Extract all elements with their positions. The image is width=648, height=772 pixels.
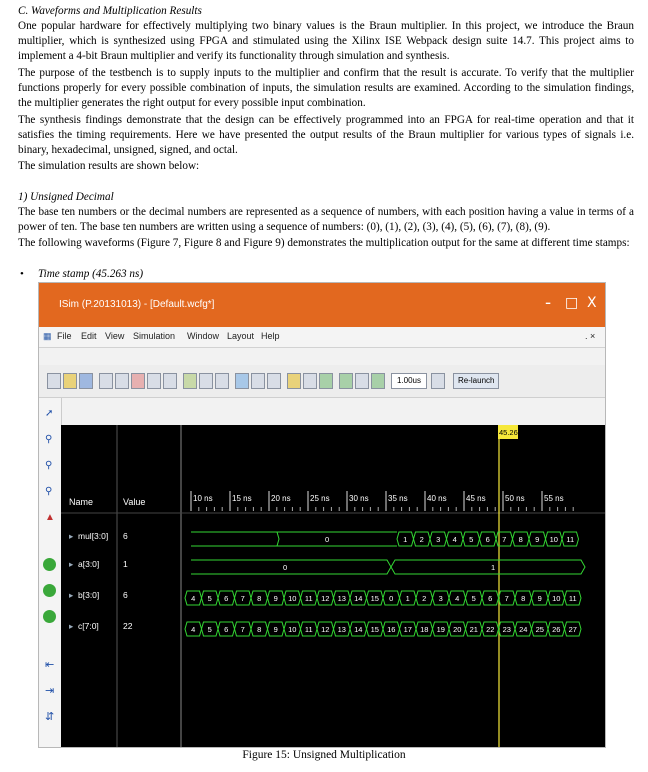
section-paragraph-2: The purpose of the testbench is to supply inputs to the multiplier and confirm that the result is accurate. To verify that the multiplier functions properly for every possible combination of inputs, the simulation results are examined. According to the simulation findings, the multiplier generates the right output for every possible input combination. [18, 67, 634, 110]
bullet-text: Time stamp (45.263 ns) [38, 268, 144, 280]
zoom-out-icon[interactable] [215, 373, 229, 389]
subsection-heading: 1) Unsigned Decimal [18, 191, 114, 203]
name-column-header: Name [69, 497, 94, 507]
undo-icon[interactable] [99, 373, 113, 389]
signal-value: 6 [123, 531, 128, 541]
b-value: 11 [304, 594, 313, 603]
expand-arrow-icon[interactable]: ▸ [69, 621, 74, 631]
b-value: 3 [438, 594, 443, 603]
toolbar [39, 365, 605, 398]
c-value: 13 [337, 625, 346, 634]
mul-value: 11 [566, 535, 575, 544]
b-value: 10 [288, 594, 297, 603]
time-tick-label: 55 ns [544, 494, 564, 503]
mul-value: 6 [485, 535, 490, 544]
signal-name: a[3:0] [78, 559, 100, 569]
b-value: 6 [488, 594, 493, 603]
b-value: 15 [370, 594, 379, 603]
c-value: 25 [535, 625, 544, 634]
a-segment [391, 560, 585, 574]
mul-value: 10 [549, 535, 558, 544]
signal-name: c[7:0] [78, 621, 99, 631]
menu-window-controls[interactable]: . × [585, 331, 596, 341]
time-tick-label: 50 ns [505, 494, 525, 503]
c-value: 18 [420, 625, 429, 634]
menu-edit[interactable]: Edit [81, 331, 97, 341]
save-icon[interactable] [79, 373, 93, 389]
b-value: 7 [240, 594, 245, 603]
b-value: 9 [273, 594, 278, 603]
section-heading: C. Waveforms and Multiplication Results [18, 5, 202, 17]
b-value: 7 [504, 594, 509, 603]
mul-value: 8 [518, 535, 523, 544]
maximize-button[interactable]: □ [565, 295, 579, 311]
mul-value: 3 [436, 535, 441, 544]
fit-icon[interactable]: ⚲ [45, 486, 53, 497]
mul-initial-value: 0 [325, 535, 330, 544]
zoom-fit-icon[interactable] [235, 373, 249, 389]
expand-arrow-icon[interactable]: ▸ [69, 531, 74, 541]
a-value: 0 [283, 563, 288, 572]
b-value: 14 [354, 594, 363, 603]
marker-red-icon[interactable]: ▲ [45, 512, 55, 523]
waveform-canvas [61, 425, 605, 747]
c-value: 22 [486, 625, 495, 634]
c-value: 16 [387, 625, 396, 634]
redo-icon[interactable] [115, 373, 129, 389]
expand-icon[interactable]: ⇵ [45, 711, 55, 723]
go-to-end-icon[interactable]: ⇥ [45, 685, 55, 697]
mul-transition [191, 532, 281, 539]
simulator-window [38, 282, 606, 748]
time-tick-label: 40 ns [427, 494, 447, 503]
b-value: 8 [521, 594, 526, 603]
expand-arrow-icon[interactable]: ▸ [69, 559, 74, 569]
copy-icon[interactable] [147, 373, 161, 389]
add-group-icon[interactable] [43, 584, 56, 597]
paste-icon[interactable] [163, 373, 177, 389]
time-tick-label: 20 ns [271, 494, 291, 503]
find-icon[interactable] [183, 373, 197, 389]
c-value: 27 [568, 625, 577, 634]
run-for-icon[interactable] [371, 373, 385, 389]
cursor-next-icon[interactable] [267, 373, 281, 389]
mul-value: 9 [535, 535, 540, 544]
section-paragraph-1: One popular hardware for effectively multiplying two binary values is the Braun multiplier. In this project, we introduce the Braun multiplier, which is synthesized using FPGA and stimulated using the Xilinx ISE Webpack design suite 14.7. This project aims to implement a 4-bit Braun multiplier and verify its functionality through simulation and synthesis. [18, 20, 634, 63]
title-bar [39, 283, 605, 327]
c-value: 15 [370, 625, 379, 634]
c-value: 9 [273, 625, 278, 634]
subsection-paragraph-2: The following waveforms (Figure 7, Figure 8 and Figure 9) demonstrates the multiplication output for the same at different time stamps: [18, 237, 630, 249]
signal-value: 6 [123, 590, 128, 600]
minimize-button[interactable]: - [545, 293, 552, 313]
c-value: 4 [191, 625, 196, 634]
b-value: 0 [389, 594, 394, 603]
value-column-header: Value [123, 497, 146, 507]
signal-name: mul[3:0] [78, 531, 109, 541]
time-tick-label: 10 ns [193, 494, 213, 503]
section-paragraph-4: The simulation results are shown below: [18, 160, 200, 172]
c-value: 24 [519, 625, 528, 634]
b-value: 11 [568, 594, 577, 603]
close-button[interactable]: X [587, 295, 597, 311]
c-value: 6 [224, 625, 229, 634]
go-to-start-icon[interactable]: ⇤ [45, 659, 55, 671]
cut-icon[interactable] [131, 373, 145, 389]
mul-value: 2 [419, 535, 424, 544]
mul-hold-line [277, 532, 397, 546]
c-value: 5 [207, 625, 212, 634]
figure-caption: Figure 15: Unsigned Multiplication [242, 749, 406, 761]
window-title: ISim (P.20131013) - [Default.wcfg*] [59, 299, 215, 310]
break-icon[interactable] [431, 373, 445, 389]
menu-window[interactable]: Window [187, 331, 220, 341]
signal-value: 1 [123, 559, 128, 569]
time-tick-label: 15 ns [232, 494, 252, 503]
c-value: 17 [403, 625, 412, 634]
pointer-icon[interactable]: ➚ [45, 408, 54, 419]
tool-sidebar [39, 398, 62, 747]
menu-bar [39, 327, 605, 348]
waveform-panel [61, 425, 605, 747]
mul-initial-segment [191, 532, 279, 546]
step-icon[interactable] [355, 373, 369, 389]
c-value: 10 [288, 625, 297, 634]
mul-value: 1 [403, 535, 408, 544]
zoom-icon[interactable]: ⚲ [45, 434, 53, 445]
b-value: 2 [422, 594, 427, 603]
mul-value: 4 [452, 535, 457, 544]
signal-row-b[interactable] [69, 590, 117, 604]
app-icon: ▦ [43, 331, 52, 341]
time-tick-label: 25 ns [310, 494, 330, 503]
menu-simulation[interactable]: Simulation [133, 331, 176, 341]
menu-layout[interactable]: Layout [227, 331, 255, 341]
menu-file[interactable]: File [57, 331, 72, 341]
signal-value: 22 [123, 621, 133, 631]
signal-row-mul[interactable] [69, 531, 117, 545]
add-signal-icon[interactable] [43, 558, 56, 571]
open-icon[interactable] [63, 373, 77, 389]
zoom-in-icon[interactable] [199, 373, 213, 389]
new-icon[interactable] [47, 373, 61, 389]
b-value: 12 [321, 594, 330, 603]
cursor-label: 45.263 ns [499, 428, 532, 437]
c-value: 19 [436, 625, 445, 634]
c-value: 23 [502, 625, 511, 634]
swap-icon[interactable] [303, 373, 317, 389]
b-value: 5 [471, 594, 476, 603]
b-value: 4 [455, 594, 460, 603]
b-value: 4 [191, 594, 196, 603]
time-tick-label: 45 ns [466, 494, 486, 503]
signal-row-a[interactable] [69, 559, 117, 573]
restart-icon[interactable] [319, 373, 333, 389]
b-value: 5 [207, 594, 212, 603]
expand-arrow-icon[interactable]: ▸ [69, 590, 74, 600]
subsection-paragraph-1: The base ten numbers or the decimal numbers are represented as a sequence of numbers, with each position having a value in terms of a power of ten. The base ten numbers are written using a sequence of numbers: (0), (1), (2), (3), (4), (5), (6), (7), (8), (9). [18, 206, 634, 234]
run-all-icon[interactable] [339, 373, 353, 389]
a-segment [191, 560, 391, 574]
c-value: 8 [257, 625, 262, 634]
search-icon[interactable]: ⚲ [45, 460, 53, 471]
b-value: 6 [224, 594, 229, 603]
c-value: 11 [304, 625, 313, 634]
b-value: 9 [537, 594, 542, 603]
mul-value: 7 [502, 535, 507, 544]
c-value: 12 [321, 625, 330, 634]
c-value: 21 [469, 625, 478, 634]
a-value: 1 [491, 563, 496, 572]
c-value: 7 [240, 625, 245, 634]
c-value: 26 [552, 625, 561, 634]
time-tick-label: 30 ns [349, 494, 369, 503]
c-value: 14 [354, 625, 363, 634]
c-value: 20 [453, 625, 462, 634]
signal-name: b[3:0] [78, 590, 100, 600]
mul-value: 5 [469, 535, 474, 544]
time-tick-label: 35 ns [388, 494, 408, 503]
signal-row-c[interactable] [69, 621, 117, 635]
cursor-prev-icon[interactable] [251, 373, 265, 389]
menu-view[interactable]: View [105, 331, 125, 341]
add-divider-icon[interactable] [43, 610, 56, 623]
b-value: 1 [405, 594, 410, 603]
section-paragraph-3: The synthesis findings demonstrate that the design can be effectively programmed into an FPGA for real-time operation and that it satisfies the timing requirements. Here we have presented the output results of the Braun multiplier for various types of signals i.e. binary, hexadecimal, unsigned, signed, and octal. [18, 114, 634, 157]
b-value: 10 [552, 594, 561, 603]
runtime-field[interactable]: 1.00us [391, 373, 427, 389]
b-value: 13 [337, 594, 346, 603]
b-value: 8 [257, 594, 262, 603]
marker-icon[interactable] [287, 373, 301, 389]
menu-help[interactable]: Help [261, 331, 280, 341]
bullet-icon: • [20, 268, 24, 280]
relaunch-button[interactable]: Re-launch [453, 373, 499, 389]
